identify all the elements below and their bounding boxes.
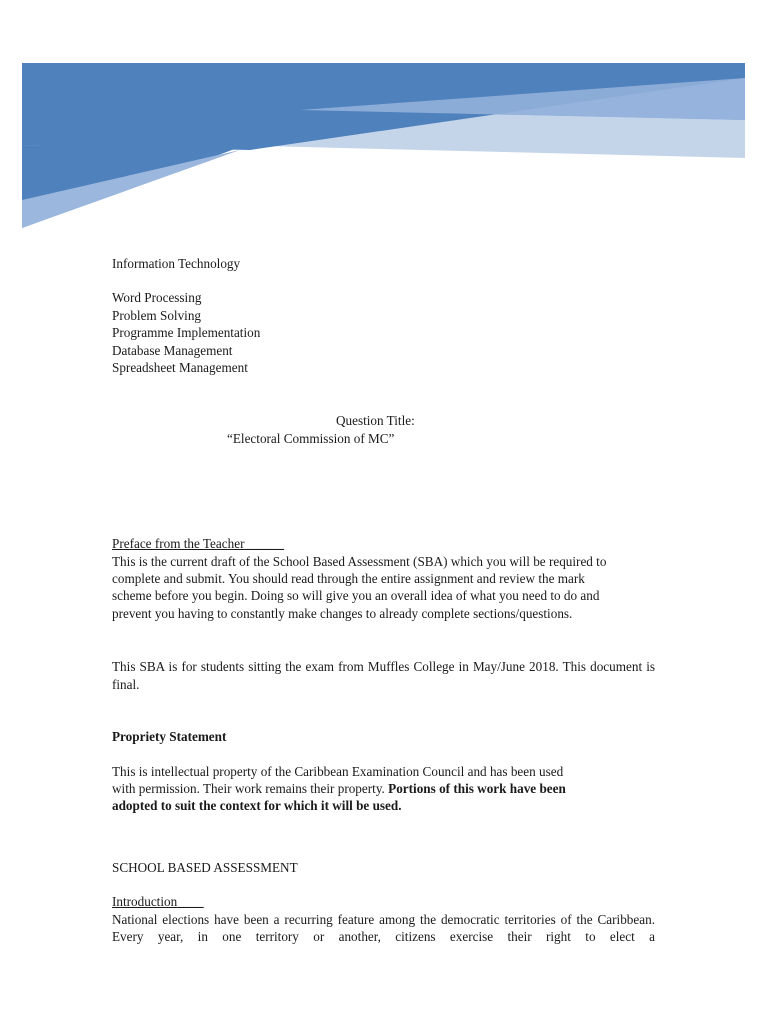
question-label: Question Title: — [336, 413, 415, 429]
preface-heading-text: Preface from the Teacher — [112, 536, 245, 552]
topic-item: Spreadsheet Management — [112, 360, 248, 376]
propriety-plain: with permission. Their work remains their property. — [112, 780, 389, 796]
preface-heading-trail: ______ — [244, 536, 285, 552]
propriety-bold: Portions of this work have been — [388, 780, 566, 796]
preface-line: scheme before you begin. Doing so will give you an overall idea of what you need to do and — [112, 588, 600, 604]
intro-heading-text: Introduction — [112, 894, 178, 910]
sba-note: This SBA is for students sitting the exam from Muffles College in May/June 2018. This document is final. — [112, 659, 655, 692]
header-banner — [0, 0, 768, 240]
propriety-heading: Propriety Statement — [112, 729, 227, 745]
topic-item: Problem Solving — [112, 307, 202, 323]
preface-line: prevent you having to constantly make changes to already complete sections/questions. — [112, 605, 573, 621]
topic-item: Database Management — [112, 342, 233, 358]
intro-heading-trail: ____ — [177, 894, 204, 910]
preface-heading — [112, 535, 655, 552]
topic-item: Programme Implementation — [112, 325, 261, 341]
document-body — [112, 255, 655, 945]
propriety-line: This is intellectual property of the Caribbean Examination Council and has been used — [112, 763, 564, 779]
question-title: “Electoral Commission of MC” — [227, 430, 395, 446]
topic-item: Word Processing — [112, 290, 202, 306]
sba-heading: SCHOOL BASED ASSESSMENT — [112, 859, 298, 875]
intro-heading — [112, 893, 655, 910]
propriety-line-bold: adopted to suit the context for which it will be used. — [112, 798, 402, 814]
preface-line: This is the current draft of the School Based Assessment (SBA) which you will be required to — [112, 553, 607, 569]
subject-title: Information Technology — [112, 256, 241, 271]
propriety-line — [112, 780, 655, 797]
preface-line: complete and submit. You should read through the entire assignment and review the mark — [112, 571, 585, 587]
intro-text: National elections have been a recurring feature among the democratic territories of the Caribbean. Every year, in one territory or another, citizens exercise their right to elect a — [112, 911, 655, 944]
